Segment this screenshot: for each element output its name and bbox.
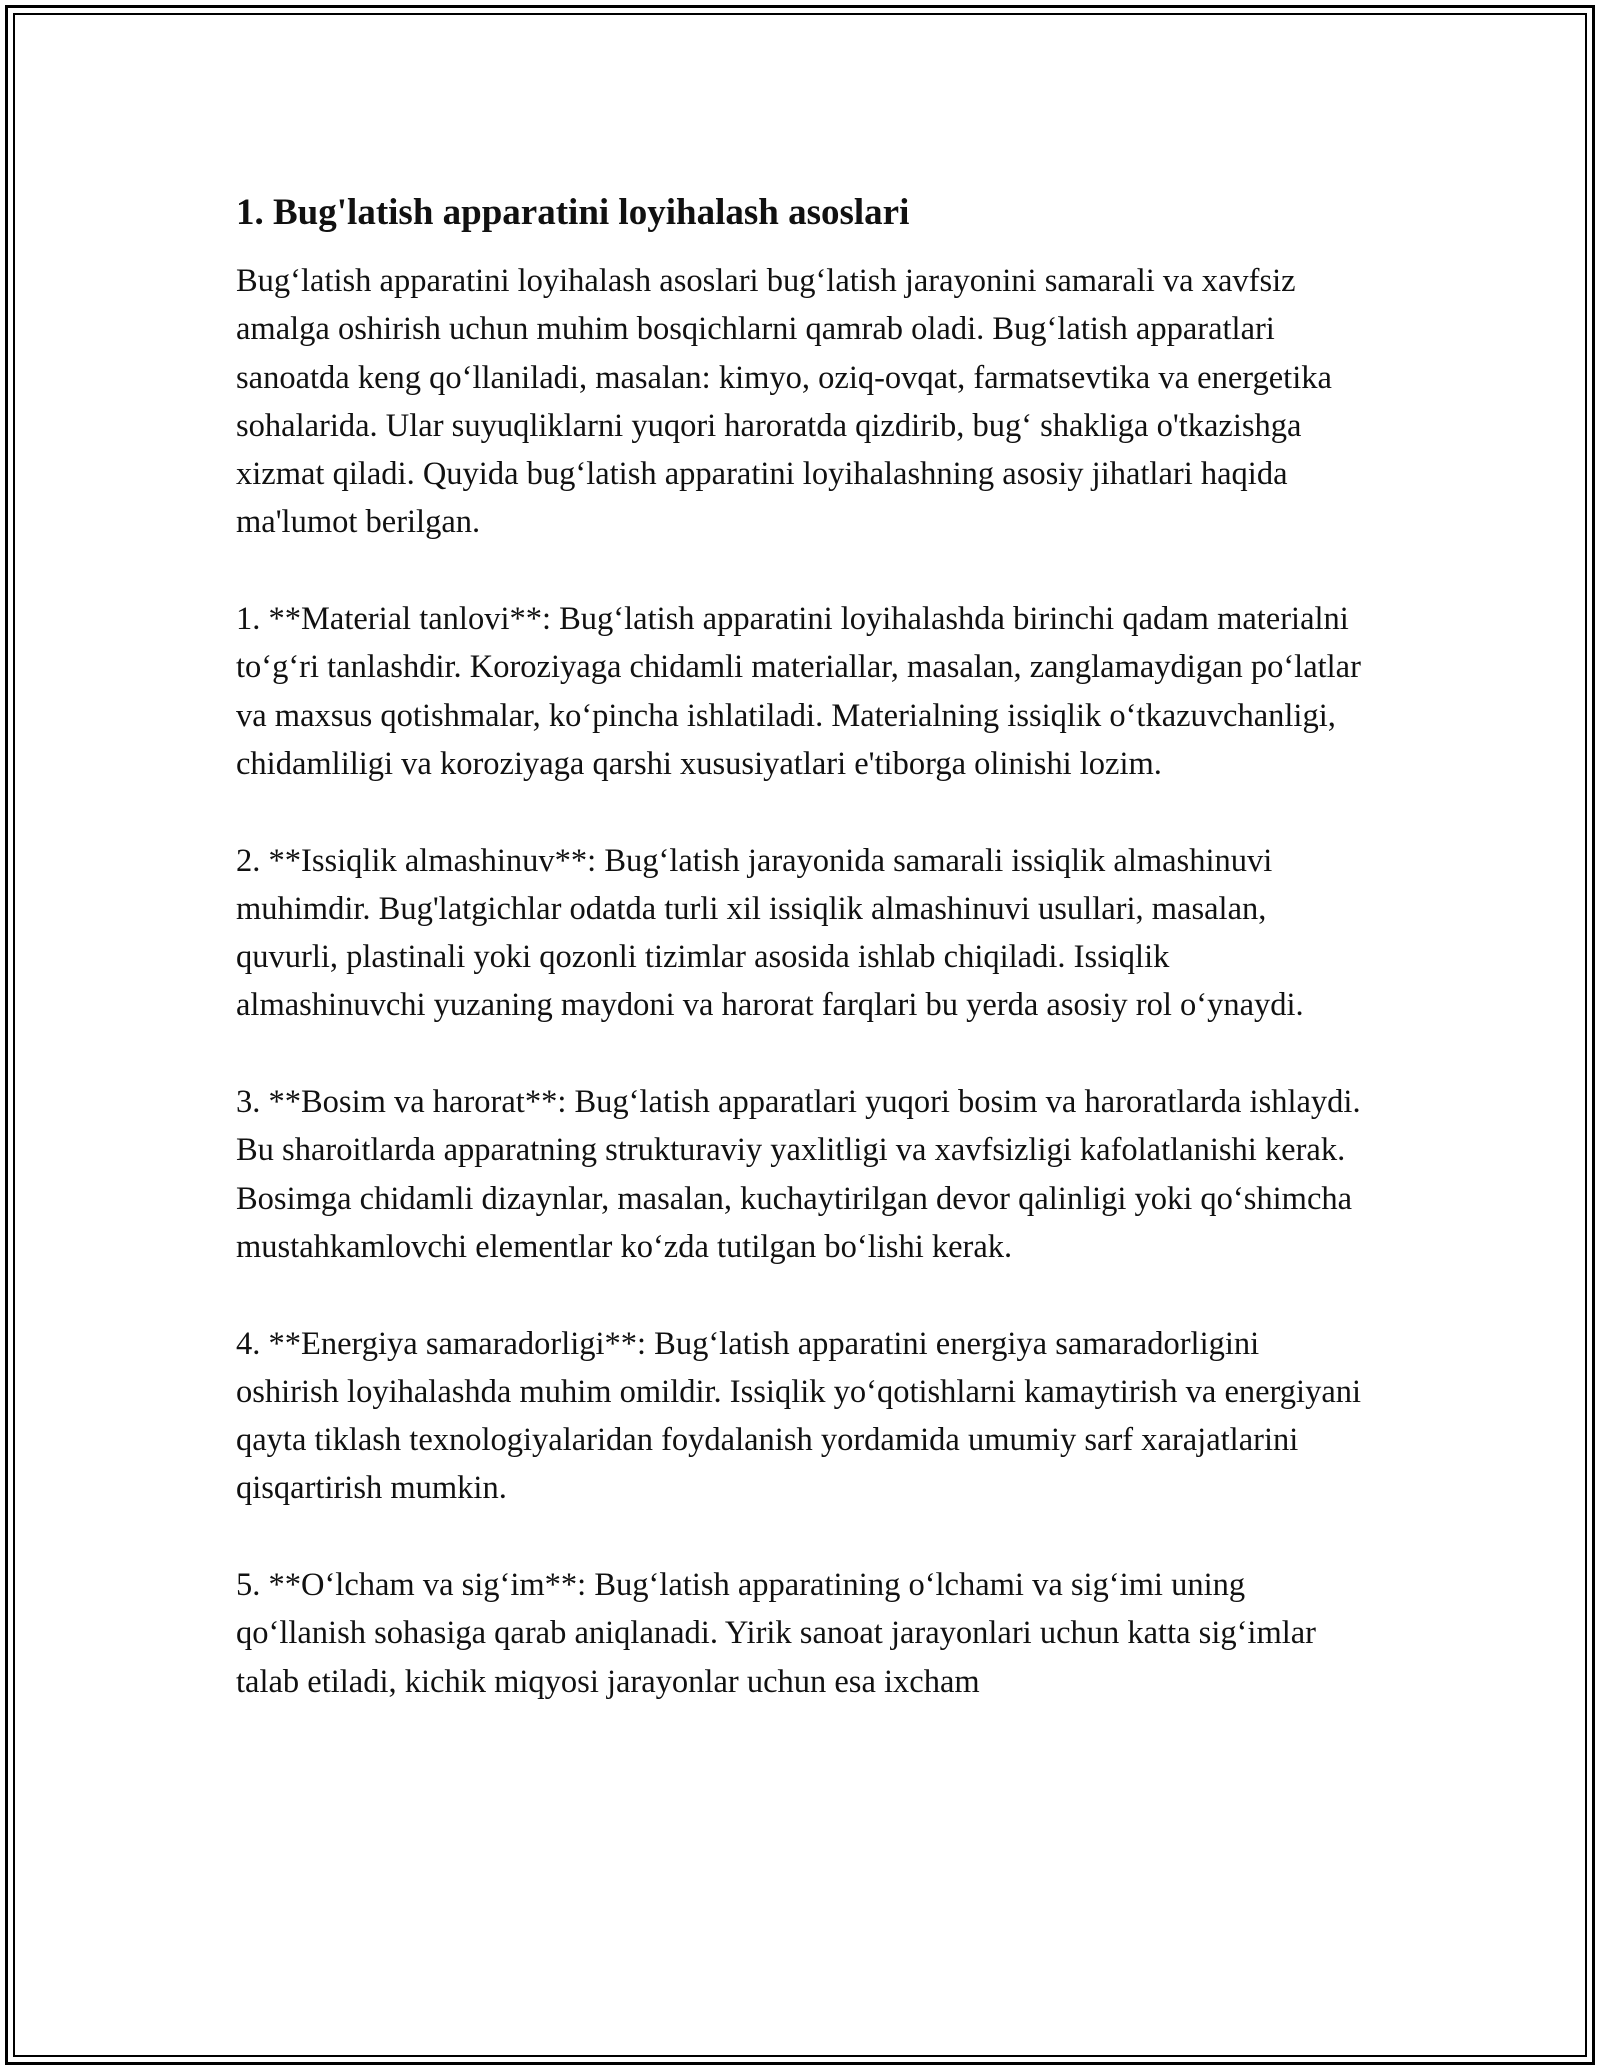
- document-title: 1. Bug'latish apparatini loyihalash asoslari: [236, 192, 910, 233]
- intro-paragraph: Bug‘latish apparatini loyihalash asoslari bug‘latish jarayonini samarali va xavfsiz amalga oshirish uchun muhim bosqichlarni qamrab oladi. Bug‘latish apparatlari sanoatda keng qo‘llaniladi, masalan: kimyo, oziq-ovqat, farmatsevtika va energetika sohalarida. Ular suyuqliklarni yuqori haroratda qizdirib, bug‘ shakliga o'tkazishga xizmat qiladi. Quyida bug‘latish apparatini loyihalashning asosiy jihatlari haqida ma'lumot berilgan.: [236, 263, 1332, 541]
- paragraph-material-selection: 1. **Material tanlovi**: Bug‘latish apparatini loyihalashda birinchi qadam materialni to‘g‘ri tanlashdir. Koroziyaga chidamli materiallar, masalan, zanglamaydigan po‘latlar va maxsus qotishmalar, ko‘pincha ishlatiladi. Materialning issiqlik o‘tkazuvchanligi, chidamliligi va koroziyaga qarshi xususiyatlari e'tiborga olinishi lozim.: [236, 601, 1361, 782]
- paragraph-heat-exchange: 2. **Issiqlik almashinuv**: Bug‘latish jarayonida samarali issiqlik almashinuvi muhimdir. Bug'latgichlar odatda turli xil issiqlik almashinuvi usullari, masalan, quvurli, plastinali yoki qozonli tizimlar asosida ishlab chiqiladi. Issiqlik almashinuvchi yuzaning maydoni va harorat farqlari bu yerda asosiy rol o‘ynaydi.: [236, 842, 1304, 1024]
- paragraph-pressure-temperature: 3. **Bosim va harorat**: Bug‘latish apparatlari yuqori bosim va haroratlarda ishlaydi. Bu sharoitlarda apparatning strukturaviy yaxlitligi va xavfsizligi kafolatlanishi kerak. Bosimga chidamli dizaynlar, masalan, kuchaytirilgan devor qalinligi yoki qo‘shimcha mustahkamlovchi elementlar ko‘zda tutilgan bo‘lishi kerak.: [236, 1084, 1361, 1265]
- paragraph-size-capacity: 5. **O‘lcham va sig‘im**: Bug‘latish apparatining o‘lchami va sig‘imi uning qo‘llanish sohasiga qarab aniqlanadi. Yirik sanoat jarayonlari uchun katta sig‘imlar talab etiladi, kichik miqyosi jarayonlar uchun esa ixcham: [236, 1567, 1317, 1700]
- paragraph-energy-efficiency: 4. **Energiya samaradorligi**: Bug‘latish apparatini energiya samaradorligini oshirish loyihalashda muhim omildir. Issiqlik yo‘qotishlarni kamaytirish va energiyani qayta tiklash texnologiyalaridan foydalanish yordamida umumiy sarf xarajatlarini qisqartirish mumkin.: [236, 1325, 1362, 1507]
- document-body: [236, 187, 1366, 1754]
